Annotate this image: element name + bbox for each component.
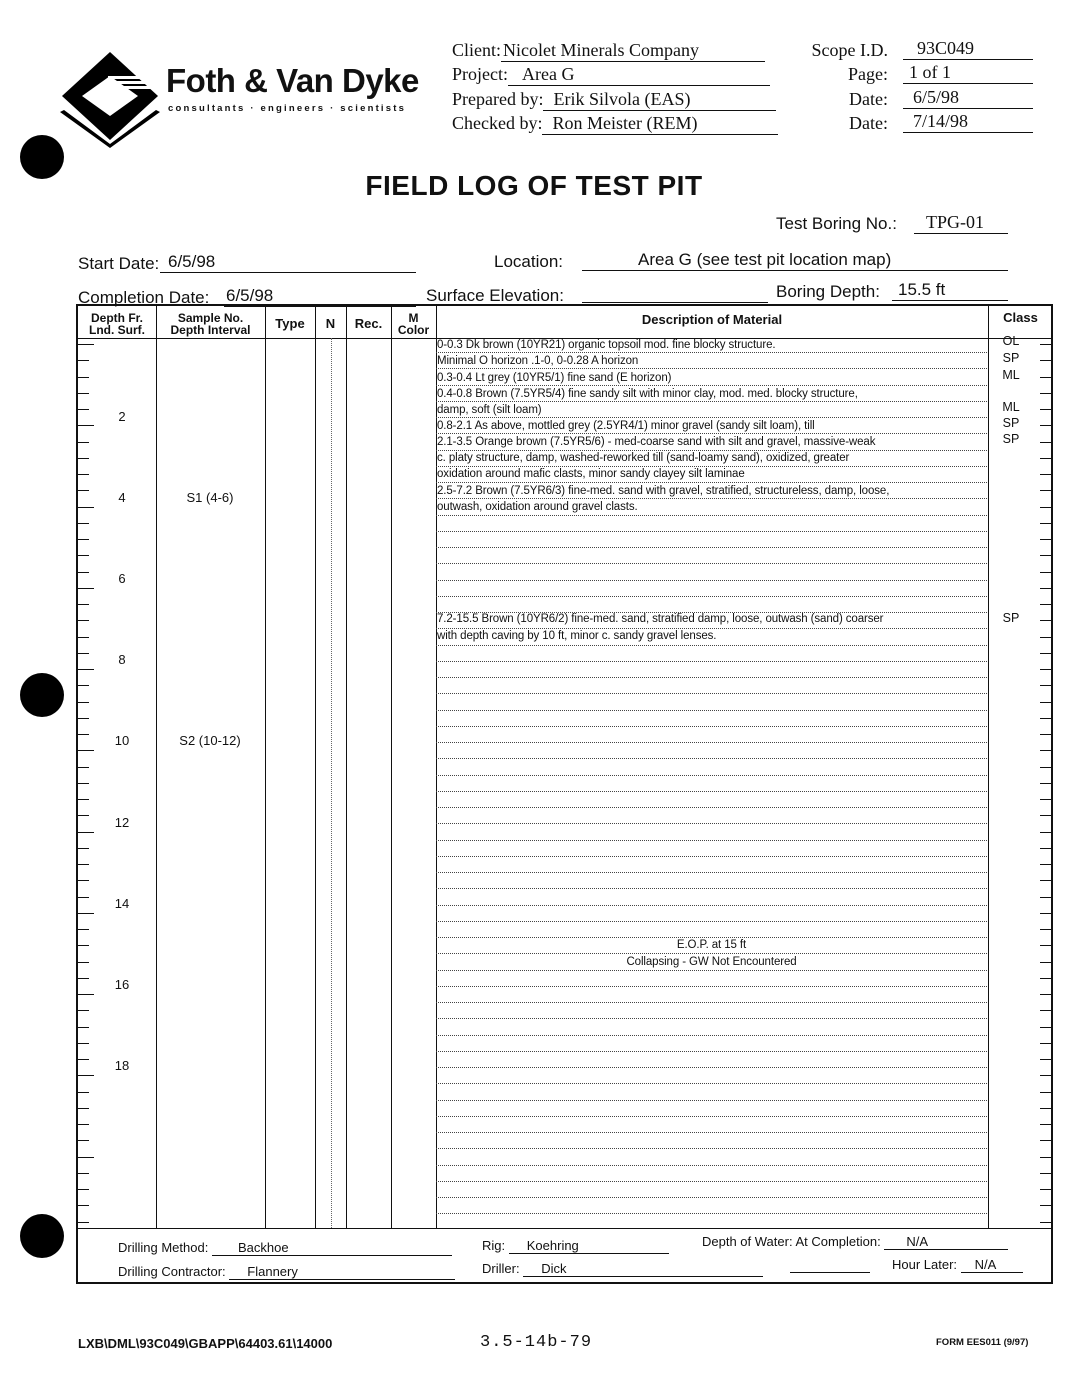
class-tick bbox=[1040, 1027, 1051, 1028]
description-line: damp, soft (silt loam) bbox=[437, 404, 542, 416]
completion-date-label: Completion Date: bbox=[78, 288, 210, 307]
depth-tick bbox=[78, 377, 89, 378]
ruled-line bbox=[436, 1197, 987, 1198]
depth-tick bbox=[78, 442, 89, 443]
class-code: SP bbox=[1002, 416, 1020, 430]
class-tick bbox=[1040, 442, 1051, 443]
depth-tick bbox=[78, 799, 89, 800]
prepared-row: Prepared by: Erik Silvola (EAS) bbox=[452, 89, 797, 111]
ruled-line bbox=[436, 385, 987, 386]
depth-tick bbox=[78, 393, 89, 394]
depth-mark: 12 bbox=[114, 815, 130, 830]
checked-value: Ron Meister (REM) bbox=[542, 113, 778, 135]
class-tick bbox=[1040, 832, 1051, 833]
ruled-line bbox=[436, 1018, 987, 1019]
log-table bbox=[76, 304, 1053, 1284]
project-row: Project: Area G bbox=[452, 64, 797, 86]
contractor-row: Drilling Contractor: Flannery bbox=[118, 1264, 455, 1280]
ruled-line bbox=[436, 677, 987, 678]
depth-tick bbox=[78, 490, 89, 491]
water-completion-row: Depth of Water: At Completion: N/A bbox=[702, 1234, 1008, 1250]
boring-depth-label: Boring Depth: bbox=[776, 282, 880, 301]
surface-elevation-value bbox=[582, 284, 768, 303]
ruled-line bbox=[436, 515, 987, 516]
contractor-value: Flannery bbox=[229, 1264, 455, 1280]
depth-tick bbox=[78, 750, 94, 751]
class-tick bbox=[1040, 653, 1051, 654]
depth-tick bbox=[78, 734, 89, 735]
class-tick bbox=[1040, 1043, 1051, 1044]
test-boring-label: Test Boring No.: bbox=[776, 214, 897, 233]
class-tick bbox=[1040, 978, 1051, 979]
depth-mark: 8 bbox=[118, 652, 126, 667]
class-tick bbox=[1040, 588, 1051, 589]
class-tick bbox=[1040, 1222, 1051, 1223]
class-tick bbox=[1040, 474, 1051, 475]
depth-tick bbox=[78, 360, 89, 361]
depth-tick bbox=[78, 604, 89, 605]
class-tick bbox=[1040, 962, 1051, 963]
class-code: SP bbox=[1002, 611, 1020, 625]
ruled-line bbox=[436, 905, 987, 906]
depth-tick bbox=[78, 669, 94, 670]
ruled-line bbox=[436, 401, 987, 402]
page-title: FIELD LOG OF TEST PIT bbox=[365, 170, 703, 201]
class-tick bbox=[1040, 539, 1051, 540]
ruled-line bbox=[436, 612, 987, 613]
depth-tick bbox=[78, 1043, 89, 1044]
description-line: 0-0.3 Dk brown (10YR21) organic topsoil mod. fine blocky structure. bbox=[437, 339, 776, 351]
ruled-line bbox=[436, 953, 987, 954]
scope-label: Scope I.D. bbox=[811, 40, 888, 60]
depth-tick bbox=[78, 637, 89, 638]
ruled-line bbox=[436, 791, 987, 792]
date1-label: Date: bbox=[849, 89, 888, 109]
driller-value: Dick bbox=[523, 1261, 763, 1277]
class-tick bbox=[1040, 360, 1051, 361]
ruled-line bbox=[436, 823, 987, 824]
ruled-line bbox=[436, 970, 987, 971]
ruled-line bbox=[436, 986, 987, 987]
class-code: OL bbox=[1002, 334, 1020, 348]
description-line: 7.2-15.5 Brown (10YR6/2) fine-med. sand, stratified damp, loose, outwash (sand) coarser bbox=[437, 613, 884, 625]
file-path: LXB\DML\93C049\GBAPP\64403.61\14000 bbox=[78, 1336, 333, 1351]
ruled-line bbox=[436, 1067, 987, 1068]
class-tick bbox=[1040, 344, 1051, 345]
class-tick bbox=[1040, 783, 1051, 784]
class-tick bbox=[1040, 1010, 1051, 1011]
class-tick bbox=[1040, 458, 1051, 459]
project-value: Area G bbox=[508, 64, 770, 86]
description-line: 0.8-2.1 As above, mottled grey (2.5YR4/1) minor gravel (sandy silt loam), till bbox=[437, 420, 815, 432]
date2-label: Date: bbox=[849, 113, 888, 133]
depth-tick bbox=[78, 864, 89, 865]
company-logo bbox=[60, 50, 445, 150]
binder-hole-middle bbox=[20, 673, 64, 717]
depth-tick bbox=[78, 994, 94, 995]
page-value: 1 of 1 bbox=[903, 62, 1033, 84]
page-label: Page: bbox=[848, 64, 888, 84]
ruled-line bbox=[436, 466, 987, 467]
depth-tick bbox=[78, 767, 89, 768]
class-tick bbox=[1040, 1205, 1051, 1206]
ruled-line bbox=[436, 872, 987, 873]
depth-tick bbox=[78, 848, 89, 849]
depth-tick bbox=[78, 929, 89, 930]
ruled-line bbox=[436, 758, 987, 759]
class-tick bbox=[1040, 1157, 1051, 1158]
company-name: Foth & Van Dyke bbox=[166, 62, 419, 99]
class-tick bbox=[1040, 409, 1051, 410]
ruled-line bbox=[436, 580, 987, 581]
ruled-line bbox=[436, 1181, 987, 1182]
col-depth: Depth Fr. Lnd. Surf. bbox=[89, 311, 145, 337]
ruled-line bbox=[436, 1116, 987, 1117]
depth-tick bbox=[78, 897, 89, 898]
class-tick bbox=[1040, 880, 1051, 881]
depth-tick bbox=[78, 1108, 89, 1109]
ruled-line bbox=[436, 742, 987, 743]
depth-tick bbox=[78, 718, 89, 719]
class-tick bbox=[1040, 864, 1051, 865]
depth-tick bbox=[78, 702, 89, 703]
binder-hole-bottom bbox=[20, 1214, 64, 1258]
ruled-line bbox=[436, 775, 987, 776]
class-code: SP bbox=[1002, 432, 1020, 446]
ruled-line bbox=[436, 1051, 987, 1052]
ruled-line bbox=[436, 368, 987, 369]
ruled-line bbox=[436, 1035, 987, 1036]
class-tick bbox=[1040, 799, 1051, 800]
location-label: Location: bbox=[494, 252, 563, 271]
class-tick bbox=[1040, 1092, 1051, 1093]
class-tick bbox=[1040, 913, 1051, 914]
ruled-line bbox=[436, 1132, 987, 1133]
class-code: SP bbox=[1002, 351, 1020, 365]
depth-tick bbox=[78, 1222, 89, 1223]
ruled-line bbox=[436, 937, 987, 938]
class-tick bbox=[1040, 897, 1051, 898]
col-type: Type bbox=[275, 316, 305, 331]
completion-date-value: 6/5/98 bbox=[224, 286, 416, 307]
depth-mark: 14 bbox=[114, 896, 130, 911]
class-code: ML bbox=[1002, 400, 1020, 414]
col-sample: Sample No. Depth Interval bbox=[170, 311, 251, 337]
ruled-line bbox=[436, 1148, 987, 1149]
depth-tick bbox=[78, 880, 89, 881]
depth-tick bbox=[78, 832, 94, 833]
description-line: 2.1-3.5 Orange brown (7.5YR5/6) - med-coarse sand with silt and gravel, massive-weak bbox=[437, 436, 876, 448]
company-tagline: consultants · engineers · scientists bbox=[168, 103, 407, 114]
class-tick bbox=[1040, 507, 1051, 508]
depth-tick bbox=[78, 1075, 94, 1076]
class-tick bbox=[1040, 425, 1051, 426]
col-rec: Rec. bbox=[354, 316, 383, 331]
start-date-value: 6/5/98 bbox=[160, 252, 416, 273]
depth-tick bbox=[78, 962, 89, 963]
class-tick bbox=[1040, 1189, 1051, 1190]
depth-tick bbox=[78, 1173, 89, 1174]
ruled-line bbox=[436, 693, 987, 694]
depth-tick bbox=[78, 523, 89, 524]
depth-tick bbox=[78, 1010, 89, 1011]
depth-tick bbox=[78, 1205, 89, 1206]
prepared-value: Erik Silvola (EAS) bbox=[543, 89, 776, 111]
sample-label: S2 (10-12) bbox=[179, 733, 241, 748]
description-line: with depth caving by 10 ft, minor c. sandy gravel lenses. bbox=[437, 630, 717, 642]
col-color: M Color bbox=[397, 311, 430, 337]
class-tick bbox=[1040, 604, 1051, 605]
class-tick bbox=[1040, 945, 1051, 946]
description-line: Minimal O horizon .1-0, 0-0.28 A horizon bbox=[437, 355, 639, 367]
ruled-line bbox=[436, 807, 987, 808]
class-tick bbox=[1040, 620, 1051, 621]
depth-mark: 10 bbox=[114, 733, 130, 748]
class-tick bbox=[1040, 490, 1051, 491]
location-value: Area G (see test pit location map) bbox=[582, 250, 1008, 271]
class-tick bbox=[1040, 767, 1051, 768]
depth-tick bbox=[78, 1189, 89, 1190]
col-description: Description of Material bbox=[641, 312, 783, 327]
depth-tick bbox=[78, 507, 94, 508]
drilling-method-value: Backhoe bbox=[212, 1240, 452, 1256]
end-of-pit-note: E.O.P. at 15 ft bbox=[676, 939, 747, 951]
class-tick bbox=[1040, 572, 1051, 573]
description-line: 2.5-7.2 Brown (7.5YR6/3) fine-med. sand with gravel, stratified, structureless, damp, loose, bbox=[437, 485, 890, 497]
depth-tick bbox=[78, 344, 94, 345]
depth-tick bbox=[78, 474, 89, 475]
ruled-line bbox=[436, 1100, 987, 1101]
ruled-line bbox=[436, 921, 987, 922]
ruled-line bbox=[436, 628, 987, 629]
description-line: c. platy structure, damp, washed-reworked till (sand-loamy sand), oxidized, greater bbox=[437, 452, 850, 464]
scope-value: 93C049 bbox=[903, 38, 1033, 60]
sample-label: S1 (4-6) bbox=[186, 490, 234, 505]
ruled-line bbox=[436, 450, 987, 451]
ruled-line bbox=[436, 661, 987, 662]
date1-value: 6/5/98 bbox=[903, 87, 1033, 109]
class-tick bbox=[1040, 685, 1051, 686]
hour-later-row: Hour Later: N/A bbox=[892, 1257, 1023, 1273]
ruled-line bbox=[436, 1002, 987, 1003]
class-tick bbox=[1040, 523, 1051, 524]
depth-tick bbox=[78, 685, 89, 686]
class-tick bbox=[1040, 815, 1051, 816]
class-code: ML bbox=[1002, 368, 1020, 382]
ruled-line bbox=[436, 840, 987, 841]
class-tick bbox=[1040, 1173, 1051, 1174]
depth-tick bbox=[78, 783, 89, 784]
ruled-line bbox=[436, 482, 987, 483]
depth-mark: 16 bbox=[114, 977, 130, 992]
class-tick bbox=[1040, 718, 1051, 719]
page-code: 3.5-14b-79 bbox=[480, 1333, 593, 1352]
ruled-line bbox=[436, 596, 987, 597]
ruled-line bbox=[436, 433, 987, 434]
depth-tick bbox=[78, 1157, 94, 1158]
depth-tick bbox=[78, 555, 89, 556]
depth-tick bbox=[78, 1092, 89, 1093]
ruled-line bbox=[436, 1165, 987, 1166]
ruled-line bbox=[436, 547, 987, 548]
depth-tick bbox=[78, 409, 89, 410]
ruled-line bbox=[436, 710, 987, 711]
depth-tick bbox=[78, 588, 94, 589]
class-tick bbox=[1040, 555, 1051, 556]
col-class: Class bbox=[1003, 310, 1038, 325]
class-tick bbox=[1040, 377, 1051, 378]
depth-tick bbox=[78, 978, 89, 979]
depth-mark: 4 bbox=[118, 490, 126, 505]
hour-later-value: N/A bbox=[961, 1257, 1023, 1273]
logo-diamond-icon bbox=[60, 50, 160, 148]
driller-row: Driller: Dick bbox=[482, 1261, 763, 1277]
water-completion-value: N/A bbox=[884, 1234, 1008, 1250]
date2-value: 7/14/98 bbox=[903, 111, 1033, 133]
description-line: 0.4-0.8 Brown (7.5YR5/4) fine sandy silt with minor clay, mod. med. blocky structure, bbox=[437, 388, 858, 400]
depth-tick bbox=[78, 815, 89, 816]
depth-mark: 2 bbox=[118, 409, 126, 424]
class-tick bbox=[1040, 750, 1051, 751]
ruled-line bbox=[436, 856, 987, 857]
depth-tick bbox=[78, 913, 94, 914]
depth-tick bbox=[78, 1124, 89, 1125]
surface-elevation-label: Surface Elevation: bbox=[426, 286, 564, 305]
col-n: N bbox=[325, 316, 336, 331]
rig-row: Rig: Koehring bbox=[482, 1238, 669, 1254]
class-tick bbox=[1040, 1059, 1051, 1060]
ruled-line bbox=[436, 1213, 987, 1214]
class-tick bbox=[1040, 1124, 1051, 1125]
description-line: oxidation around mafic clasts, minor sandy clayey silt laminae bbox=[437, 468, 745, 480]
test-boring-value: TPG-01 bbox=[914, 212, 1008, 234]
class-tick bbox=[1040, 637, 1051, 638]
depth-tick bbox=[78, 653, 89, 654]
depth-tick bbox=[78, 945, 89, 946]
ruled-line bbox=[436, 531, 987, 532]
depth-tick bbox=[78, 1059, 89, 1060]
drilling-method-row: Drilling Method: Backhoe bbox=[118, 1240, 452, 1256]
depth-tick bbox=[78, 1027, 89, 1028]
ruled-line bbox=[436, 352, 987, 353]
class-tick bbox=[1040, 734, 1051, 735]
depth-tick bbox=[78, 620, 89, 621]
groundwater-note: Collapsing - GW Not Encountered bbox=[626, 956, 797, 968]
class-tick bbox=[1040, 393, 1051, 394]
rig-value: Koehring bbox=[509, 1238, 669, 1254]
start-date-label: Start Date: bbox=[78, 254, 160, 273]
ruled-line bbox=[436, 498, 987, 499]
depth-tick bbox=[78, 539, 89, 540]
class-tick bbox=[1040, 1075, 1051, 1076]
client-row: Client: Nicolet Minerals Company bbox=[452, 40, 797, 62]
depth-tick bbox=[78, 425, 94, 426]
depth-tick bbox=[78, 458, 89, 459]
ruled-line bbox=[436, 417, 987, 418]
class-tick bbox=[1040, 669, 1051, 670]
ruled-line bbox=[436, 645, 987, 646]
depth-mark: 6 bbox=[118, 571, 126, 586]
depth-tick bbox=[78, 572, 89, 573]
class-tick bbox=[1040, 1140, 1051, 1141]
class-tick bbox=[1040, 848, 1051, 849]
ruled-line bbox=[436, 1083, 987, 1084]
ruled-line bbox=[436, 726, 987, 727]
depth-tick bbox=[78, 1140, 89, 1141]
description-line: 0.3-0.4 Lt grey (10YR5/1) fine sand (E horizon) bbox=[437, 372, 672, 384]
description-line: outwash, oxidation around gravel clasts. bbox=[437, 501, 638, 513]
ruled-line bbox=[436, 888, 987, 889]
boring-depth-value: 15.5 ft bbox=[892, 280, 1008, 301]
class-tick bbox=[1040, 929, 1051, 930]
ruled-line bbox=[436, 563, 987, 564]
depth-mark: 18 bbox=[114, 1058, 130, 1073]
client-value: Nicolet Minerals Company bbox=[501, 40, 765, 62]
checked-row: Checked by: Ron Meister (REM) bbox=[452, 113, 797, 135]
class-tick bbox=[1040, 994, 1051, 995]
class-tick bbox=[1040, 702, 1051, 703]
form-number: FORM EES011 (9/97) bbox=[936, 1337, 1029, 1348]
class-tick bbox=[1040, 1108, 1051, 1109]
